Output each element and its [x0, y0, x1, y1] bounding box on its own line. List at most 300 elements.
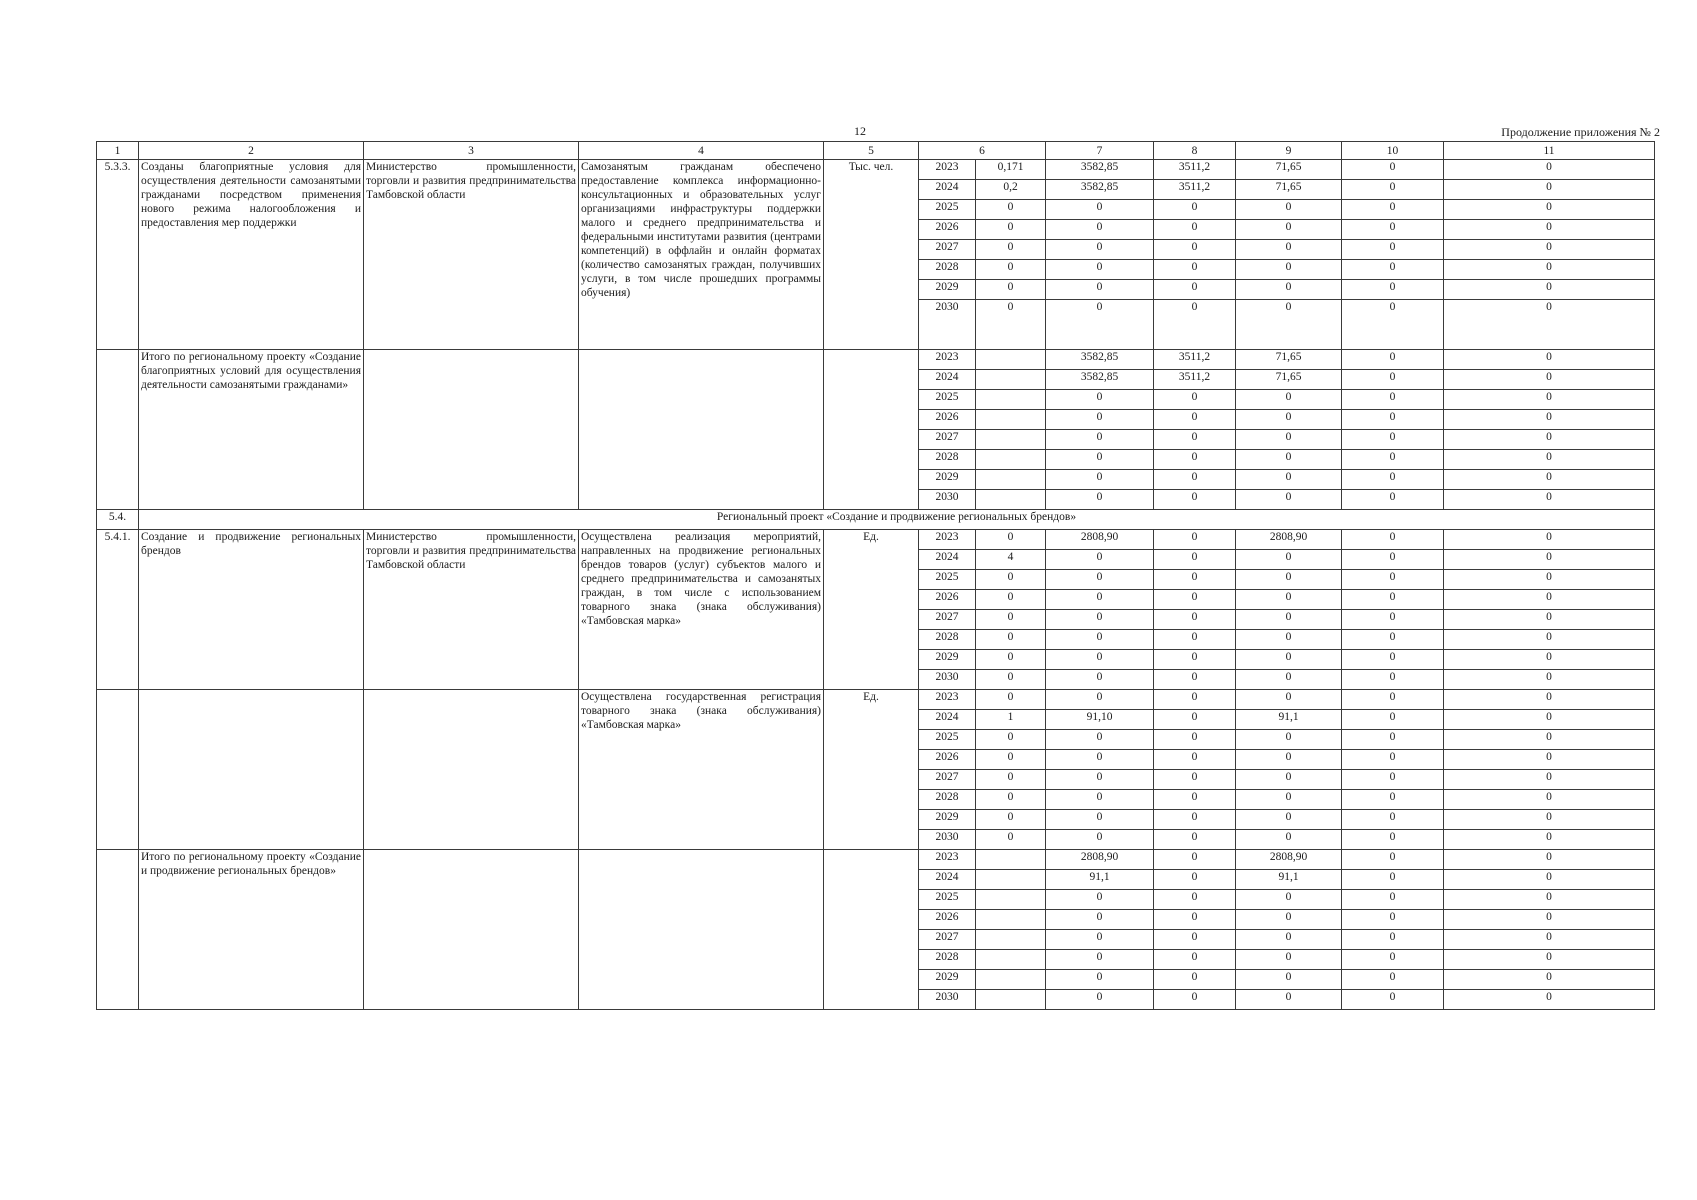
value-cell-c6: 0: [976, 530, 1046, 550]
year-cell: 2026: [919, 590, 976, 610]
value-cell-c9: 71,65: [1236, 180, 1342, 200]
value-cell-c7: 2808,90: [1046, 530, 1154, 550]
value-cell-c9: 0: [1236, 610, 1342, 630]
row-code: [97, 850, 139, 1010]
value-cell-c7: 0: [1046, 240, 1154, 260]
value-cell-c8: 0: [1154, 450, 1236, 470]
value-cell-c6: [976, 890, 1046, 910]
value-cell-c9: 0: [1236, 810, 1342, 830]
value-cell-c7: 0: [1046, 630, 1154, 650]
row-code: 5.3.3.: [97, 160, 139, 350]
value-cell-c9: 71,65: [1236, 370, 1342, 390]
value-cell-c10: 0: [1342, 260, 1444, 280]
year-cell: 2026: [919, 910, 976, 930]
row-result: Осуществлена реализация мероприятий, направленных на продвижение региональных брендов товаров (услуг) субъектов малого и среднего предпринимательства и самозанятых граждан, в том числе с использованием товарного знака (знака обслуживания) «Тамбовская марка»: [579, 530, 824, 690]
row-result: Осуществлена государственная регистрация товарного знака (знака обслуживания) «Тамбовская марка»: [579, 690, 824, 850]
row-executor: [364, 350, 579, 510]
value-cell-c8: 0: [1154, 730, 1236, 750]
value-cell-c9: 71,65: [1236, 160, 1342, 180]
year-cell: 2028: [919, 260, 976, 280]
value-cell-c11: 0: [1444, 530, 1655, 550]
program-table: [96, 141, 1655, 1010]
year-cell: 2030: [919, 300, 976, 350]
value-cell-c9: 0: [1236, 990, 1342, 1010]
row-result: [579, 850, 824, 1010]
row-unit: Ед.: [824, 530, 919, 690]
value-cell-c10: 0: [1342, 650, 1444, 670]
value-cell-c6: 0: [976, 810, 1046, 830]
value-cell-c8: 3511,2: [1154, 350, 1236, 370]
value-cell-c8: 0: [1154, 240, 1236, 260]
value-cell-c7: 0: [1046, 470, 1154, 490]
value-cell-c7: 3582,85: [1046, 370, 1154, 390]
value-cell-c6: [976, 490, 1046, 510]
value-cell-c10: 0: [1342, 410, 1444, 430]
year-cell: 2028: [919, 450, 976, 470]
value-cell-c10: 0: [1342, 950, 1444, 970]
year-cell: 2025: [919, 390, 976, 410]
value-cell-c8: 0: [1154, 770, 1236, 790]
value-cell-c10: 0: [1342, 590, 1444, 610]
value-cell-c9: 0: [1236, 590, 1342, 610]
value-cell-c6: 0: [976, 750, 1046, 770]
value-cell-c10: 0: [1342, 810, 1444, 830]
year-cell: 2024: [919, 550, 976, 570]
value-cell-c11: 0: [1444, 670, 1655, 690]
value-cell-c6: [976, 410, 1046, 430]
value-cell-c6: 0: [976, 790, 1046, 810]
value-cell-c7: 0: [1046, 430, 1154, 450]
value-cell-c6: [976, 970, 1046, 990]
value-cell-c11: 0: [1444, 790, 1655, 810]
value-cell-c6: [976, 850, 1046, 870]
value-cell-c6: [976, 350, 1046, 370]
column-number: 8: [1154, 142, 1236, 160]
value-cell-c7: 3582,85: [1046, 180, 1154, 200]
value-cell-c9: 0: [1236, 790, 1342, 810]
value-cell-c8: 0: [1154, 870, 1236, 890]
value-cell-c9: 91,1: [1236, 870, 1342, 890]
value-cell-c9: 91,1: [1236, 710, 1342, 730]
value-cell-c6: [976, 470, 1046, 490]
value-cell-c9: 0: [1236, 690, 1342, 710]
value-cell-c7: 0: [1046, 770, 1154, 790]
value-cell-c11: 0: [1444, 970, 1655, 990]
value-cell-c9: 0: [1236, 830, 1342, 850]
year-cell: 2029: [919, 810, 976, 830]
value-cell-c9: 0: [1236, 260, 1342, 280]
value-cell-c9: 0: [1236, 670, 1342, 690]
value-cell-c10: 0: [1342, 220, 1444, 240]
value-cell-c6: 0: [976, 590, 1046, 610]
year-cell: 2030: [919, 490, 976, 510]
table-row: [97, 690, 1655, 710]
value-cell-c8: 0: [1154, 630, 1236, 650]
value-cell-c7: 0: [1046, 300, 1154, 350]
value-cell-c8: 0: [1154, 550, 1236, 570]
value-cell-c10: 0: [1342, 200, 1444, 220]
value-cell-c10: 0: [1342, 490, 1444, 510]
value-cell-c11: 0: [1444, 390, 1655, 410]
value-cell-c6: 0: [976, 610, 1046, 630]
value-cell-c6: 1: [976, 710, 1046, 730]
value-cell-c10: 0: [1342, 570, 1444, 590]
value-cell-c7: 0: [1046, 950, 1154, 970]
value-cell-c9: 0: [1236, 490, 1342, 510]
value-cell-c10: 0: [1342, 710, 1444, 730]
value-cell-c8: 0: [1154, 830, 1236, 850]
value-cell-c9: 0: [1236, 280, 1342, 300]
year-cell: 2025: [919, 890, 976, 910]
value-cell-c9: 0: [1236, 630, 1342, 650]
year-cell: 2027: [919, 770, 976, 790]
value-cell-c11: 0: [1444, 160, 1655, 180]
year-cell: 2023: [919, 530, 976, 550]
value-cell-c6: 0,171: [976, 160, 1046, 180]
value-cell-c6: [976, 870, 1046, 890]
value-cell-c7: 91,1: [1046, 870, 1154, 890]
value-cell-c6: [976, 990, 1046, 1010]
value-cell-c8: 0: [1154, 690, 1236, 710]
value-cell-c7: 0: [1046, 670, 1154, 690]
value-cell-c11: 0: [1444, 910, 1655, 930]
value-cell-c8: 3511,2: [1154, 160, 1236, 180]
column-number: 3: [364, 142, 579, 160]
value-cell-c6: [976, 910, 1046, 930]
year-cell: 2029: [919, 280, 976, 300]
value-cell-c7: 0: [1046, 410, 1154, 430]
year-cell: 2027: [919, 240, 976, 260]
row-name: Итого по региональному проекту «Создание благоприятных условий для осуществления деятельности самозанятыми гражданами»: [139, 350, 364, 510]
value-cell-c11: 0: [1444, 710, 1655, 730]
column-number: 6: [919, 142, 1046, 160]
row-code: [97, 350, 139, 510]
year-cell: 2029: [919, 650, 976, 670]
value-cell-c8: 0: [1154, 790, 1236, 810]
value-cell-c8: 0: [1154, 220, 1236, 240]
value-cell-c6: 0,2: [976, 180, 1046, 200]
value-cell-c10: 0: [1342, 160, 1444, 180]
row-executor: [364, 850, 579, 1010]
column-number: 10: [1342, 142, 1444, 160]
row-code: 5.4.1.: [97, 530, 139, 690]
value-cell-c11: 0: [1444, 610, 1655, 630]
value-cell-c10: 0: [1342, 850, 1444, 870]
year-cell: 2025: [919, 200, 976, 220]
value-cell-c8: 0: [1154, 590, 1236, 610]
value-cell-c8: 0: [1154, 430, 1236, 450]
value-cell-c7: 91,10: [1046, 710, 1154, 730]
year-cell: 2030: [919, 670, 976, 690]
value-cell-c9: 0: [1236, 650, 1342, 670]
value-cell-c6: 0: [976, 730, 1046, 750]
value-cell-c10: 0: [1342, 530, 1444, 550]
value-cell-c11: 0: [1444, 750, 1655, 770]
year-cell: 2029: [919, 970, 976, 990]
value-cell-c11: 0: [1444, 730, 1655, 750]
value-cell-c11: 0: [1444, 630, 1655, 650]
value-cell-c10: 0: [1342, 990, 1444, 1010]
value-cell-c10: 0: [1342, 350, 1444, 370]
year-cell: 2024: [919, 870, 976, 890]
row-executor: [364, 690, 579, 850]
value-cell-c7: 0: [1046, 390, 1154, 410]
year-cell: 2023: [919, 690, 976, 710]
year-cell: 2028: [919, 630, 976, 650]
value-cell-c7: 0: [1046, 910, 1154, 930]
value-cell-c11: 0: [1444, 470, 1655, 490]
value-cell-c9: 0: [1236, 890, 1342, 910]
year-cell: 2030: [919, 990, 976, 1010]
value-cell-c10: 0: [1342, 180, 1444, 200]
value-cell-c11: 0: [1444, 180, 1655, 200]
value-cell-c8: 0: [1154, 750, 1236, 770]
year-cell: 2027: [919, 430, 976, 450]
value-cell-c8: 0: [1154, 890, 1236, 910]
column-number: 7: [1046, 142, 1154, 160]
value-cell-c10: 0: [1342, 390, 1444, 410]
value-cell-c8: 0: [1154, 930, 1236, 950]
value-cell-c11: 0: [1444, 550, 1655, 570]
value-cell-c10: 0: [1342, 610, 1444, 630]
appendix-continuation-note: Продолжение приложения № 2: [1501, 125, 1660, 139]
column-number: 9: [1236, 142, 1342, 160]
value-cell-c10: 0: [1342, 750, 1444, 770]
value-cell-c8: 0: [1154, 810, 1236, 830]
column-number: 11: [1444, 142, 1655, 160]
value-cell-c7: 0: [1046, 990, 1154, 1010]
value-cell-c8: 0: [1154, 910, 1236, 930]
value-cell-c8: 0: [1154, 670, 1236, 690]
value-cell-c11: 0: [1444, 370, 1655, 390]
value-cell-c9: 0: [1236, 200, 1342, 220]
value-cell-c10: 0: [1342, 240, 1444, 260]
value-cell-c8: 0: [1154, 710, 1236, 730]
value-cell-c6: 0: [976, 260, 1046, 280]
value-cell-c10: 0: [1342, 470, 1444, 490]
value-cell-c9: 0: [1236, 390, 1342, 410]
value-cell-c9: 0: [1236, 770, 1342, 790]
value-cell-c7: 0: [1046, 650, 1154, 670]
value-cell-c7: 0: [1046, 810, 1154, 830]
row-unit: Тыс. чел.: [824, 160, 919, 350]
value-cell-c8: 3511,2: [1154, 180, 1236, 200]
year-cell: 2026: [919, 410, 976, 430]
value-cell-c11: 0: [1444, 430, 1655, 450]
value-cell-c9: 0: [1236, 750, 1342, 770]
value-cell-c9: 0: [1236, 300, 1342, 350]
value-cell-c9: 0: [1236, 470, 1342, 490]
value-cell-c10: 0: [1342, 730, 1444, 750]
section-code: 5.4.: [97, 510, 139, 530]
page-number: 12: [854, 124, 866, 138]
value-cell-c8: 0: [1154, 850, 1236, 870]
value-cell-c8: 0: [1154, 280, 1236, 300]
row-executor: Министерство промышленности, торговли и развития предпринимательства Тамбовской области: [364, 160, 579, 350]
value-cell-c11: 0: [1444, 300, 1655, 350]
value-cell-c7: 0: [1046, 200, 1154, 220]
year-cell: 2027: [919, 610, 976, 630]
value-cell-c8: 3511,2: [1154, 370, 1236, 390]
section-title: Региональный проект «Создание и продвижение региональных брендов»: [139, 510, 1655, 530]
value-cell-c11: 0: [1444, 450, 1655, 470]
year-cell: 2028: [919, 790, 976, 810]
value-cell-c6: [976, 430, 1046, 450]
table-row: [97, 530, 1655, 550]
row-unit: [824, 850, 919, 1010]
value-cell-c10: 0: [1342, 550, 1444, 570]
value-cell-c9: 0: [1236, 240, 1342, 260]
column-number: 4: [579, 142, 824, 160]
year-cell: 2028: [919, 950, 976, 970]
value-cell-c9: 0: [1236, 450, 1342, 470]
value-cell-c9: 2808,90: [1236, 530, 1342, 550]
value-cell-c7: 0: [1046, 890, 1154, 910]
row-name: Итого по региональному проекту «Создание и продвижение региональных брендов»: [139, 850, 364, 1010]
column-number: 5: [824, 142, 919, 160]
value-cell-c6: 0: [976, 200, 1046, 220]
column-number: 2: [139, 142, 364, 160]
row-code: [97, 690, 139, 850]
value-cell-c10: 0: [1342, 890, 1444, 910]
value-cell-c8: 0: [1154, 410, 1236, 430]
year-cell: 2025: [919, 570, 976, 590]
value-cell-c6: [976, 950, 1046, 970]
year-cell: 2024: [919, 180, 976, 200]
value-cell-c6: [976, 450, 1046, 470]
value-cell-c10: 0: [1342, 910, 1444, 930]
row-name: Создание и продвижение региональных брендов: [139, 530, 364, 690]
value-cell-c7: 0: [1046, 490, 1154, 510]
value-cell-c11: 0: [1444, 870, 1655, 890]
value-cell-c8: 0: [1154, 950, 1236, 970]
value-cell-c11: 0: [1444, 810, 1655, 830]
value-cell-c6: 0: [976, 300, 1046, 350]
value-cell-c11: 0: [1444, 260, 1655, 280]
column-number-row: [97, 142, 1655, 160]
value-cell-c9: 0: [1236, 220, 1342, 240]
value-cell-c6: 0: [976, 570, 1046, 590]
table-row: [97, 850, 1655, 870]
value-cell-c7: 0: [1046, 220, 1154, 240]
row-result: [579, 350, 824, 510]
value-cell-c7: 0: [1046, 260, 1154, 280]
value-cell-c6: 0: [976, 650, 1046, 670]
value-cell-c6: [976, 390, 1046, 410]
value-cell-c10: 0: [1342, 450, 1444, 470]
year-cell: 2030: [919, 830, 976, 850]
value-cell-c11: 0: [1444, 490, 1655, 510]
value-cell-c11: 0: [1444, 890, 1655, 910]
value-cell-c11: 0: [1444, 410, 1655, 430]
value-cell-c6: 0: [976, 830, 1046, 850]
value-cell-c9: 71,65: [1236, 350, 1342, 370]
value-cell-c7: 2808,90: [1046, 850, 1154, 870]
value-cell-c7: 0: [1046, 610, 1154, 630]
value-cell-c7: 0: [1046, 830, 1154, 850]
value-cell-c7: 0: [1046, 930, 1154, 950]
value-cell-c11: 0: [1444, 990, 1655, 1010]
value-cell-c6: 4: [976, 550, 1046, 570]
value-cell-c11: 0: [1444, 350, 1655, 370]
value-cell-c9: 2808,90: [1236, 850, 1342, 870]
value-cell-c10: 0: [1342, 690, 1444, 710]
value-cell-c7: 0: [1046, 570, 1154, 590]
table-row: [97, 350, 1655, 370]
year-cell: 2024: [919, 710, 976, 730]
value-cell-c11: 0: [1444, 850, 1655, 870]
year-cell: 2026: [919, 750, 976, 770]
row-result: Самозанятым гражданам обеспечено предоставление комплекса информационно-консультационных и образовательных услуг организациями инфраструктуры поддержки малого и среднего предпринимательства и федеральными институтами развития (центрами компетенций) в оффлайн и онлайн форматах (количество самозанятых граждан, получивших услуги, в том числе прошедших программы обучения): [579, 160, 824, 350]
value-cell-c6: 0: [976, 690, 1046, 710]
value-cell-c9: 0: [1236, 910, 1342, 930]
value-cell-c11: 0: [1444, 690, 1655, 710]
value-cell-c8: 0: [1154, 260, 1236, 280]
value-cell-c8: 0: [1154, 650, 1236, 670]
value-cell-c10: 0: [1342, 370, 1444, 390]
value-cell-c10: 0: [1342, 670, 1444, 690]
value-cell-c7: 0: [1046, 790, 1154, 810]
value-cell-c9: 0: [1236, 570, 1342, 590]
value-cell-c8: 0: [1154, 200, 1236, 220]
value-cell-c8: 0: [1154, 610, 1236, 630]
value-cell-c7: 0: [1046, 450, 1154, 470]
year-cell: 2023: [919, 160, 976, 180]
year-cell: 2023: [919, 850, 976, 870]
value-cell-c10: 0: [1342, 770, 1444, 790]
value-cell-c7: 0: [1046, 590, 1154, 610]
table-body: [97, 142, 1655, 1010]
year-cell: 2026: [919, 220, 976, 240]
year-cell: 2023: [919, 350, 976, 370]
value-cell-c7: 0: [1046, 550, 1154, 570]
value-cell-c9: 0: [1236, 950, 1342, 970]
value-cell-c10: 0: [1342, 930, 1444, 950]
value-cell-c8: 0: [1154, 470, 1236, 490]
value-cell-c6: [976, 930, 1046, 950]
value-cell-c11: 0: [1444, 830, 1655, 850]
value-cell-c11: 0: [1444, 650, 1655, 670]
value-cell-c9: 0: [1236, 930, 1342, 950]
value-cell-c11: 0: [1444, 590, 1655, 610]
value-cell-c8: 0: [1154, 970, 1236, 990]
value-cell-c6: 0: [976, 220, 1046, 240]
value-cell-c11: 0: [1444, 570, 1655, 590]
value-cell-c7: 0: [1046, 970, 1154, 990]
value-cell-c8: 0: [1154, 990, 1236, 1010]
year-cell: 2029: [919, 470, 976, 490]
value-cell-c11: 0: [1444, 950, 1655, 970]
value-cell-c9: 0: [1236, 730, 1342, 750]
value-cell-c10: 0: [1342, 280, 1444, 300]
value-cell-c11: 0: [1444, 930, 1655, 950]
value-cell-c6: [976, 370, 1046, 390]
value-cell-c9: 0: [1236, 550, 1342, 570]
value-cell-c8: 0: [1154, 390, 1236, 410]
value-cell-c10: 0: [1342, 790, 1444, 810]
value-cell-c10: 0: [1342, 430, 1444, 450]
row-name: [139, 690, 364, 850]
year-cell: 2027: [919, 930, 976, 950]
column-number: 1: [97, 142, 139, 160]
value-cell-c9: 0: [1236, 430, 1342, 450]
value-cell-c8: 0: [1154, 300, 1236, 350]
value-cell-c10: 0: [1342, 630, 1444, 650]
value-cell-c7: 0: [1046, 690, 1154, 710]
value-cell-c7: 3582,85: [1046, 350, 1154, 370]
value-cell-c9: 0: [1236, 970, 1342, 990]
value-cell-c6: 0: [976, 770, 1046, 790]
